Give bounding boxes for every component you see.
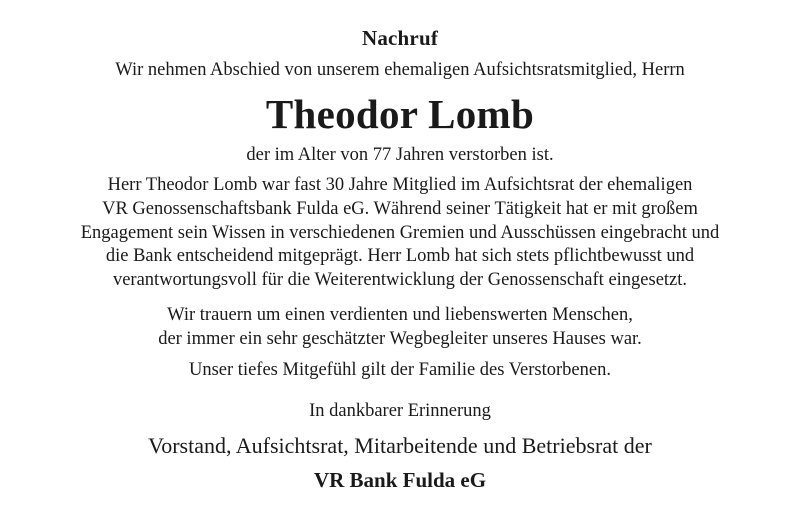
- sympathy-text: Unser tiefes Mitgefühl gilt der Familie des Verstorbenen.: [189, 360, 611, 380]
- deceased-name: Theodor Lomb: [265, 91, 535, 137]
- intro-text: Wir nehmen Abschied von unserem ehemaligen Aufsichtsratsmitglied, Herrn: [115, 60, 685, 80]
- biography-line: Herr Theodor Lomb war fast 30 Jahre Mitglied im Aufsichtsrat der ehemaligen: [107, 175, 693, 195]
- mourning-line: der immer ein sehr geschätzter Wegbegleiter unseres Hauses war.: [158, 329, 642, 349]
- notice-heading: Nachruf: [361, 26, 439, 50]
- bank-name: VR Bank Fulda eG: [313, 468, 487, 492]
- biography-line: VR Genossenschaftsbank Fulda eG. Während seiner Tätigkeit hat er mit großem: [102, 198, 698, 219]
- mourning-paragraph: [0, 303, 800, 351]
- biography-line: die Bank entscheidend mitgeprägt. Herr Lomb hat sich stets pflichtbewusst und: [105, 246, 695, 267]
- signers-text: Vorstand, Aufsichtsrat, Mitarbeitende und Betriebsrat der: [148, 433, 652, 458]
- age-text: der im Alter von 77 Jahren verstorben ist.: [246, 145, 554, 165]
- mourning-line: Wir trauern um einen verdienten und liebenswerten Menschen,: [167, 305, 633, 325]
- biography-line: verantwortungsvoll für die Weiterentwicklung der Genossenschaft eingesetzt.: [112, 270, 688, 291]
- biography-line: Engagement sein Wissen in verschiedenen Gremien und Ausschüssen eingebracht und: [80, 222, 720, 243]
- memory-text: In dankbarer Erinnerung: [309, 401, 491, 421]
- biography-paragraph: [0, 174, 800, 293]
